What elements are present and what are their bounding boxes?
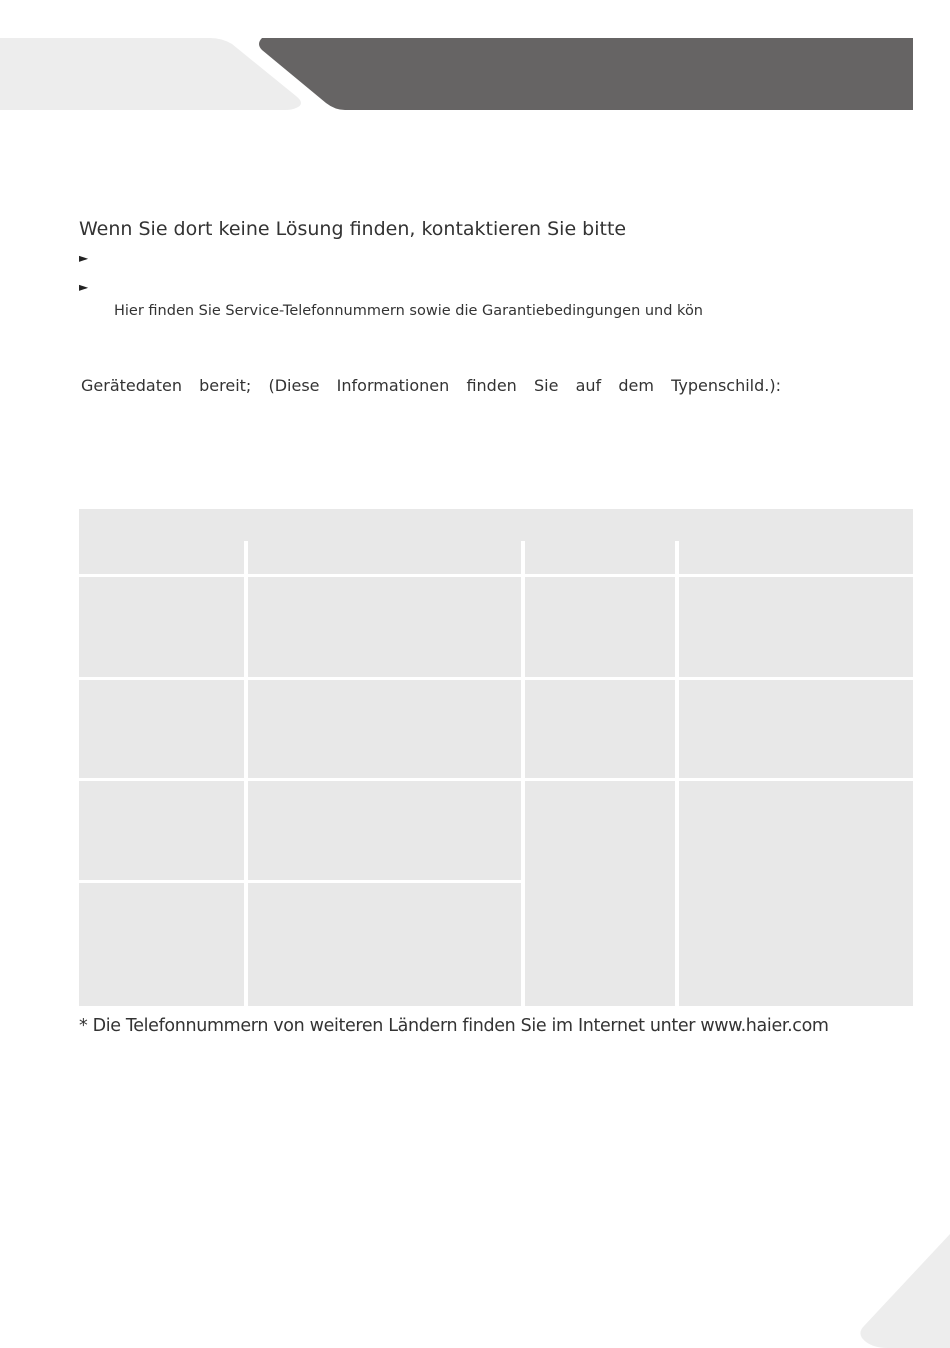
page-corner-tab [860, 1228, 950, 1348]
intro-text: Wenn Sie dort keine Lösung finden, kontaktieren Sie bitte [79, 218, 627, 240]
table-column-divider [244, 541, 248, 1006]
table-row-divider [79, 880, 523, 883]
header-banner [0, 0, 950, 115]
table-column-divider [675, 541, 679, 1006]
bullet-arrow-icon: ► [79, 280, 89, 294]
table-row-divider [79, 778, 913, 781]
bullet-arrow-icon: ► [79, 251, 89, 265]
table-header-divider [79, 574, 913, 577]
corner-light-shape [860, 1234, 950, 1348]
table-column-divider [521, 541, 525, 1006]
footnote: * Die Telefonnummern von weiteren Ländern finden Sie im Internet unter www.haier.com [79, 1016, 829, 1036]
header-dark-bar [259, 38, 913, 110]
header-light-tab [0, 38, 301, 110]
table-row-divider [79, 677, 913, 680]
device-data-instruction: Gerätedaten bereit; (Diese Informationen finden Sie auf dem Typenschild.): [81, 376, 781, 395]
service-contact-table [79, 509, 913, 1006]
service-note: Hier finden Sie Service-Telefonnummern sowie die Garantiebedingungen und kön [114, 303, 703, 319]
